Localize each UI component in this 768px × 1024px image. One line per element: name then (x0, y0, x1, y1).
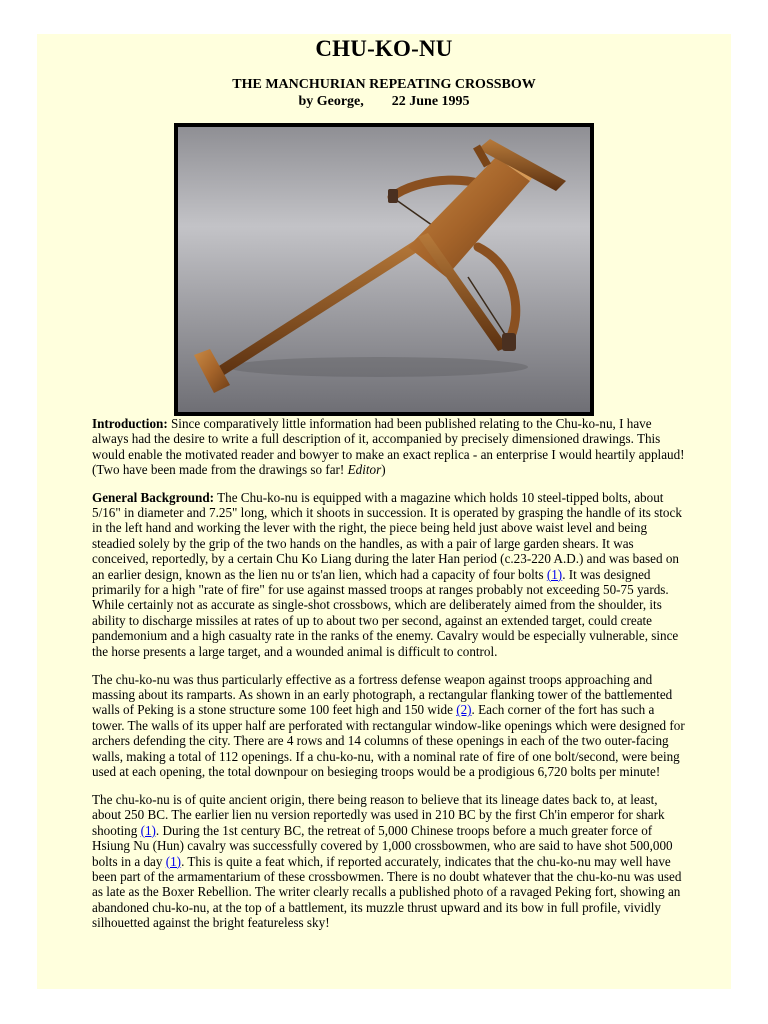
crossbow-photo (174, 123, 594, 416)
reference-link-1[interactable]: (1) (546, 566, 563, 582)
fortress-paragraph (92, 672, 686, 780)
background-heading: General Background: (92, 489, 215, 505)
page-title: CHU-KO-NU (315, 36, 453, 61)
fortress-text-b: . Each corner of the fort has such a tower. The walls of its upper half are perforated with rectangular window-like openings which were designed for archers defending the city. There are 4 rows and 14 columns of these openings in each of the two outer-facing walls, making a total of 112 openings. If a chu-ko-nu, with a nominal rate of fire of one bolt/second, were being used at each opening, the total downpour on besieging troops would be a prodigious 6,720 bolts per minute! (92, 702, 685, 780)
page-subtitle: THE MANCHURIAN REPEATING CROSSBOW (232, 77, 536, 92)
intro-heading: Introduction: (92, 416, 168, 431)
reference-link-2[interactable]: (2) (456, 702, 472, 718)
intro-close: ) (381, 462, 386, 478)
reference-link-1[interactable]: (1) (140, 822, 156, 838)
origin-paragraph (92, 792, 686, 931)
background-text-b: . It was designed primarily for a high "rate of fire" for use against massed troops at ranges probably not exceeding 50-75 yards. While certainly not as accurate as single-shot crossbows, which are deliberately aimed from the shoulder, its ability to discharge missiles at rates of up to about two per second, against an extended target, could create pandemonium and a high casualty rate in the ranks of the enemy. Cavalry would be especially vulnerable, since the horse presents a large target, and a wounded animal is difficult to control. (92, 566, 679, 659)
article-body (92, 416, 686, 943)
background-text-a: The Chu-ko-nu is equipped with a magazine which holds 10 steel-tipped bolts, about 5/16" in diameter and 7.25" long, which it shoots in succession. It is operated by grasping the handle of its stock in the left hand and working the lever with the right, the piece being held just above waist level and being steadied solely by the grip of the two hands on the handles, as with a pair of large garden shears. It was conceived, reportedly, by a certain Chu Ko Liang during the later Han period (c.23-220 A.D.) and was based on an earlier design, known as the lien nu or ts'an lien, which had a capacity of four bolts (92, 489, 682, 582)
article-page (37, 34, 731, 989)
author-date-byline: by George, 22 June 1995 (298, 94, 470, 109)
editor-note: Editor (347, 462, 382, 478)
reference-link-1[interactable]: (1) (165, 853, 182, 869)
background-paragraph (92, 490, 686, 659)
intro-text: Since comparatively little information had been published relating to the Chu-ko-nu, I have always had the desire to write a full description of it, accompanied by precisely dimensioned drawings. This would enable the motivated reader and bowyer to make an exact replica - an enterprise I would heartily applaud! (Two have been made from the drawings so far! (92, 416, 685, 478)
origin-text-b: . During the 1st century BC, the retreat of 5,000 Chinese troops before a much greater force of Hsiung Nu (Hun) cavalry was successfully covered by 1,000 crossbowmen, who are said to have shot 500,000 bolts in a day (92, 822, 673, 869)
origin-text-a: The chu-ko-nu is of quite ancient origin, there being reason to believe that its lineage dates back to, at least, about 250 BC. The earlier lien nu version reportedly was used in 210 BC by the first Ch'in emperor for shark shooting (92, 791, 665, 838)
intro-paragraph (92, 416, 686, 478)
fortress-text-a: The chu-ko-nu was thus particularly effective as a fortress defense weapon against troops approaching and massing about its ramparts. As shown in an early photograph, a rectangular flanking tower of the battlemented walls of Peking is a stone structure some 100 feet high and 150 wide (92, 671, 673, 718)
origin-text-c: . This is quite a feat which, if reported accurately, indicates that the chu-ko-nu may well have been part of the armamentarium of these crossbowmen. There is no doubt whatever that the chu-ko-nu was used as late as the Boxer Rebellion. The writer clearly recalls a published photo of a ravaged Peking fort, showing an abandoned chu-ko-nu, at the top of a battlement, its muzzle thrust upward and its bow in full profile, vividly silhouetted against the bright featureless sky! (92, 853, 682, 931)
crossbow-illustration (178, 127, 590, 412)
